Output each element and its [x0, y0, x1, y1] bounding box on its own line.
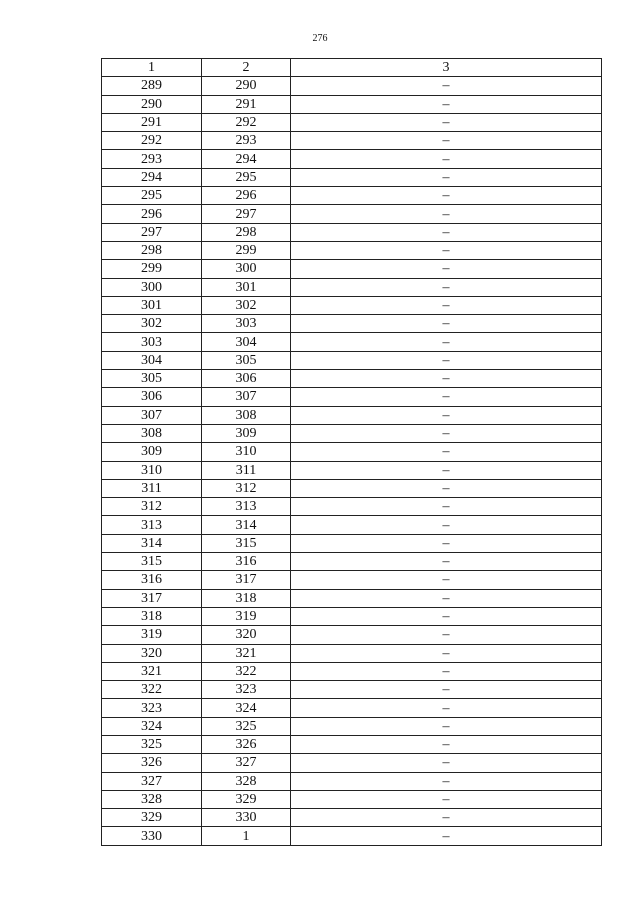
table-cell-col1: 299: [102, 260, 202, 278]
table-cell-col1: 303: [102, 333, 202, 351]
table-cell-col2: 303: [202, 315, 291, 333]
table-cell-col1: 311: [102, 479, 202, 497]
table-cell-col2: 330: [202, 809, 291, 827]
table-cell-col2: 321: [202, 644, 291, 662]
table-row: [102, 260, 602, 278]
table-cell-col2: 1: [202, 827, 291, 845]
table-row: [102, 223, 602, 241]
table-cell-col1: 296: [102, 205, 202, 223]
table-cell-col2: 308: [202, 406, 291, 424]
table-cell-col2: 304: [202, 333, 291, 351]
table-cell-col1: 300: [102, 278, 202, 296]
table-cell-col3: –: [291, 278, 602, 296]
table-row: [102, 571, 602, 589]
table-cell-col3: –: [291, 498, 602, 516]
table-row: [102, 772, 602, 790]
table-cell-col3: –: [291, 735, 602, 753]
table-cell-col2: 320: [202, 626, 291, 644]
column-header-1: 1: [102, 59, 202, 77]
table-cell-col3: –: [291, 461, 602, 479]
table-cell-col1: 323: [102, 699, 202, 717]
table-cell-col2: 299: [202, 241, 291, 259]
table-cell-col1: 295: [102, 187, 202, 205]
table-cell-col1: 324: [102, 717, 202, 735]
table-cell-col2: 309: [202, 424, 291, 442]
table-row: [102, 790, 602, 808]
table-row: [102, 406, 602, 424]
table-cell-col3: –: [291, 95, 602, 113]
table-cell-col1: 319: [102, 626, 202, 644]
table-cell-col1: 322: [102, 681, 202, 699]
table-row: [102, 205, 602, 223]
table-row: [102, 717, 602, 735]
table-cell-col3: –: [291, 699, 602, 717]
table-cell-col3: –: [291, 113, 602, 131]
table-cell-col1: 292: [102, 132, 202, 150]
table-row: [102, 95, 602, 113]
table-cell-col3: –: [291, 534, 602, 552]
table-cell-col3: –: [291, 351, 602, 369]
table-cell-col3: –: [291, 681, 602, 699]
table-cell-col1: 301: [102, 296, 202, 314]
table-row: [102, 388, 602, 406]
table-row: [102, 699, 602, 717]
table-cell-col2: 316: [202, 553, 291, 571]
table-cell-col2: 323: [202, 681, 291, 699]
table-cell-col1: 298: [102, 241, 202, 259]
table-cell-col1: 310: [102, 461, 202, 479]
table-cell-col3: –: [291, 388, 602, 406]
table-cell-col3: –: [291, 333, 602, 351]
table-cell-col2: 290: [202, 77, 291, 95]
table-cell-col2: 295: [202, 168, 291, 186]
table-cell-col2: 300: [202, 260, 291, 278]
table-row: [102, 150, 602, 168]
table-cell-col2: 294: [202, 150, 291, 168]
table-cell-col2: 326: [202, 735, 291, 753]
table-cell-col3: –: [291, 406, 602, 424]
table-row: [102, 479, 602, 497]
table-cell-col3: –: [291, 168, 602, 186]
table-cell-col2: 319: [202, 607, 291, 625]
table-cell-col2: 317: [202, 571, 291, 589]
table-cell-col1: 305: [102, 370, 202, 388]
table-cell-col2: 322: [202, 662, 291, 680]
table-row: [102, 589, 602, 607]
table-cell-col3: –: [291, 809, 602, 827]
table-cell-col2: 301: [202, 278, 291, 296]
table-row: [102, 77, 602, 95]
table-row: [102, 315, 602, 333]
table-cell-col3: –: [291, 443, 602, 461]
table-cell-col1: 304: [102, 351, 202, 369]
table-row: [102, 626, 602, 644]
table-cell-col3: –: [291, 260, 602, 278]
table-row: [102, 461, 602, 479]
table-cell-col1: 320: [102, 644, 202, 662]
table-cell-col2: 293: [202, 132, 291, 150]
table-row: [102, 681, 602, 699]
table-cell-col3: –: [291, 553, 602, 571]
table-row: [102, 607, 602, 625]
table-cell-col3: –: [291, 626, 602, 644]
table-cell-col3: –: [291, 662, 602, 680]
table-cell-col1: 309: [102, 443, 202, 461]
table-cell-col3: –: [291, 205, 602, 223]
table-cell-col2: 307: [202, 388, 291, 406]
table-cell-col3: –: [291, 516, 602, 534]
table-row: [102, 424, 602, 442]
table-row: [102, 278, 602, 296]
table-cell-col2: 313: [202, 498, 291, 516]
table-cell-col3: –: [291, 717, 602, 735]
table-cell-col2: 325: [202, 717, 291, 735]
table-row: [102, 296, 602, 314]
table-row: [102, 168, 602, 186]
table-cell-col1: 321: [102, 662, 202, 680]
table-cell-col2: 314: [202, 516, 291, 534]
table-row: [102, 644, 602, 662]
table-cell-col1: 330: [102, 827, 202, 845]
table-cell-col1: 316: [102, 571, 202, 589]
table-cell-col3: –: [291, 644, 602, 662]
table-cell-col1: 328: [102, 790, 202, 808]
table-cell-col2: 312: [202, 479, 291, 497]
table-cell-col2: 306: [202, 370, 291, 388]
table-cell-col3: –: [291, 827, 602, 845]
table-cell-col1: 325: [102, 735, 202, 753]
table-row: [102, 333, 602, 351]
table-cell-col3: –: [291, 772, 602, 790]
table-cell-col2: 292: [202, 113, 291, 131]
table-row: [102, 370, 602, 388]
table-row: [102, 809, 602, 827]
table-cell-col1: 306: [102, 388, 202, 406]
table-cell-col2: 315: [202, 534, 291, 552]
table-row: [102, 132, 602, 150]
table-cell-col1: 329: [102, 809, 202, 827]
table-cell-col2: 311: [202, 461, 291, 479]
table-cell-col3: –: [291, 241, 602, 259]
table-cell-col3: –: [291, 315, 602, 333]
table-cell-col1: 294: [102, 168, 202, 186]
table-cell-col1: 290: [102, 95, 202, 113]
table-row: [102, 351, 602, 369]
table-cell-col3: –: [291, 754, 602, 772]
table-cell-col3: –: [291, 223, 602, 241]
table-cell-col1: 317: [102, 589, 202, 607]
table-row: [102, 516, 602, 534]
table-cell-col2: 329: [202, 790, 291, 808]
table-cell-col2: 296: [202, 187, 291, 205]
table-cell-col1: 302: [102, 315, 202, 333]
table-cell-col2: 302: [202, 296, 291, 314]
page-number: 276: [312, 33, 328, 44]
table-cell-col2: 291: [202, 95, 291, 113]
table-cell-col1: 315: [102, 553, 202, 571]
column-header-2: 2: [202, 59, 291, 77]
table-row: [102, 187, 602, 205]
table-cell-col2: 328: [202, 772, 291, 790]
table-row: [102, 827, 602, 845]
table-cell-col2: 318: [202, 589, 291, 607]
table-cell-col3: –: [291, 370, 602, 388]
table-cell-col1: 297: [102, 223, 202, 241]
table-cell-col1: 293: [102, 150, 202, 168]
table-cell-col2: 327: [202, 754, 291, 772]
table-cell-col1: 327: [102, 772, 202, 790]
data-table: [101, 58, 602, 846]
table-header-row: [102, 59, 602, 77]
table-cell-col1: 326: [102, 754, 202, 772]
table-row: [102, 498, 602, 516]
table-cell-col1: 289: [102, 77, 202, 95]
table-row: [102, 553, 602, 571]
table-cell-col2: 298: [202, 223, 291, 241]
table-cell-col1: 318: [102, 607, 202, 625]
column-header-3: 3: [291, 59, 602, 77]
table-row: [102, 662, 602, 680]
table-row: [102, 241, 602, 259]
table-row: [102, 754, 602, 772]
table-cell-col1: 312: [102, 498, 202, 516]
table-cell-col2: 305: [202, 351, 291, 369]
table-row: [102, 534, 602, 552]
table-cell-col3: –: [291, 150, 602, 168]
table-cell-col3: –: [291, 77, 602, 95]
table-cell-col3: –: [291, 132, 602, 150]
table-cell-col3: –: [291, 187, 602, 205]
table-cell-col3: –: [291, 607, 602, 625]
table-cell-col3: –: [291, 479, 602, 497]
table-cell-col1: 291: [102, 113, 202, 131]
table-cell-col2: 324: [202, 699, 291, 717]
table-cell-col3: –: [291, 296, 602, 314]
table-cell-col1: 313: [102, 516, 202, 534]
table-cell-col2: 297: [202, 205, 291, 223]
table-cell-col1: 308: [102, 424, 202, 442]
table-cell-col3: –: [291, 589, 602, 607]
table-cell-col2: 310: [202, 443, 291, 461]
table-row: [102, 443, 602, 461]
table-cell-col1: 314: [102, 534, 202, 552]
table-cell-col3: –: [291, 571, 602, 589]
table-cell-col1: 307: [102, 406, 202, 424]
table-cell-col3: –: [291, 424, 602, 442]
table-row: [102, 735, 602, 753]
table-cell-col3: –: [291, 790, 602, 808]
table-body: [102, 77, 602, 845]
table-row: [102, 113, 602, 131]
